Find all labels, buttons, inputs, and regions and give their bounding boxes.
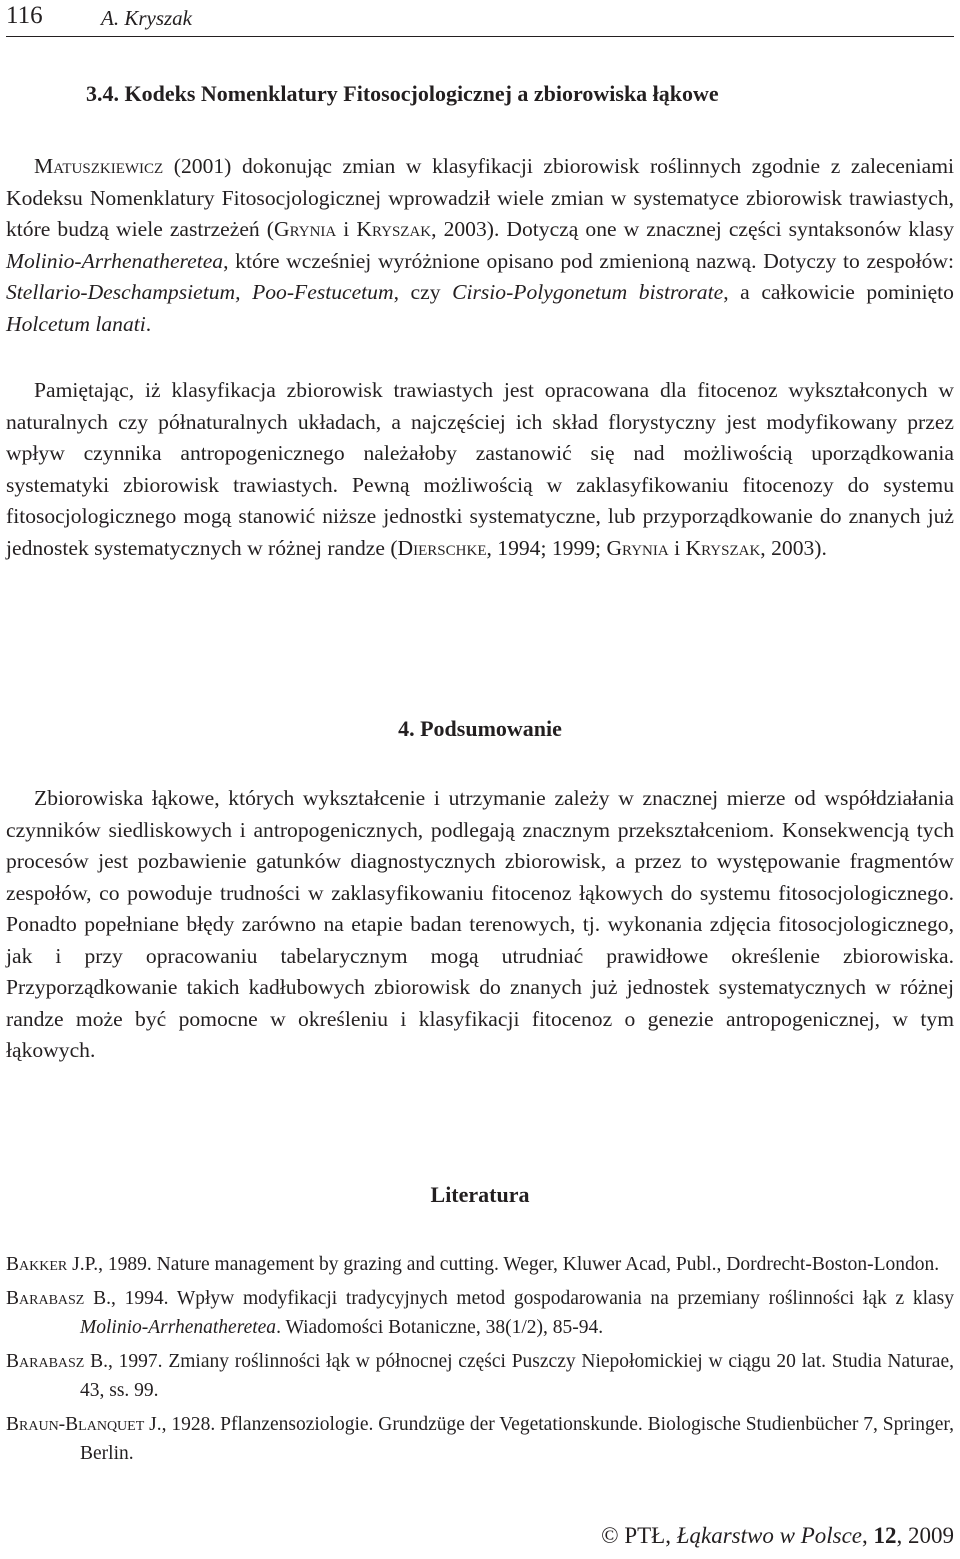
author-citation: Kryszak [356, 217, 432, 241]
reference-item [6, 1410, 954, 1469]
text-span: . [145, 311, 152, 336]
reference-text: J.P., 1989. Nature management by grazing and cutting. Weger, Kluwer Acad, Publ., Dordrecht-Boston-London. [67, 1254, 940, 1275]
summary-paragraph: Zbiorowiska łąkowe, których wykształcenie i utrzymanie zależy w znacznej mierze od współdziałania czynników siedliskowych i antropogenicznych, podlegają znacznym przekształceniom. Konsekwencją tych procesów jest pozbawienie gatunków diagnostycznych zbiorowisk, a przez to występowanie fragmentów zespołów, co powoduje trudności w zaklasyfikowaniu fitocenoz łąkowych do systemu fitosocjologicznego. Ponadto popełniane błędy zarówno na etapie badan terenowych, tj. wykonania zdjęcia fitosocjologicznego, jak i przy opracowaniu tabelarycznym mogą utrudniać prawidłowe określenie zbiorowiska. Przyporządkowanie takich kadłubowych zbiorowisk do znanych już jednostek systematycznych w różnej randze może być pomocne w określeniu i klasyfikacji fitocenoz o genezie antropogenicznej, w tym łąkowych. [6, 786, 954, 1062]
text-span: i [668, 535, 686, 560]
text-span: (2001) dokonując zmian w klasyfikacji zbiorowisk roślinnych zgodnie z zaleceniami Kodeksu Nomenklatury Fitosocjologicznej wprowadził wiele zmian w systematyce zbiorowisk trawiastych, które budzą wiele zastrzeżeń ( [6, 154, 954, 241]
copyright-text: © PTŁ, [601, 1523, 677, 1548]
text-span: , 1994; 1999; [486, 535, 607, 560]
journal-name: Łąkarstwo w Polsce [676, 1523, 862, 1548]
paragraph-nomenclature [6, 151, 954, 340]
reference-item [6, 1284, 954, 1343]
volume-number: 12 [873, 1523, 897, 1548]
footer-separator: , [862, 1523, 874, 1548]
taxon-name: Molinio-Arrhenatheretea [6, 248, 224, 273]
reference-text: B., 1997. Zmiany roślinności łąk w północnej części Puszczy Niepołomickiej w ciągu 20 lat. Studia Naturae, 43, ss. 99. [80, 1350, 954, 1401]
section-heading: 3.4. Kodeks Nomenklatury Fitosocjologicznej a zbiorowiska łąkowe [86, 81, 719, 106]
text-span: , które wcześniej wyróżnione opisano pod zmienioną nazwą. Dotyczy to zespołów: [223, 248, 954, 273]
paragraph-classification [6, 375, 954, 564]
taxon-name: Cirsio-Polygonetum bistrorate [452, 280, 724, 304]
summary-heading: 4. Podsumowanie [398, 716, 562, 741]
reference-text: B., 1994. Wpływ modyfikacji tradycyjnych metod gospodarowania na przemiany roślinności łąk z klasy [84, 1287, 954, 1309]
reference-author: Barabasz [6, 1350, 85, 1372]
author-citation: Grynia [273, 217, 337, 241]
text-span: , 2003). [760, 535, 827, 560]
reference-item [6, 1250, 954, 1280]
author-citation: Kryszak [685, 535, 761, 560]
reference-author: Bakker [6, 1254, 68, 1275]
text-span: , 2003). Dotyczą one w znacznej części syntaksonów klasy [431, 217, 955, 241]
publication-year: , 2009 [896, 1523, 954, 1548]
reference-author: Barabasz [6, 1287, 85, 1309]
running-author: A. Kryszak [101, 6, 192, 30]
reference-item [6, 1347, 954, 1406]
taxon-name: Molinio-Arrhenatheretea [80, 1317, 277, 1338]
author-citation: Matuszkiewicz [34, 154, 164, 178]
reference-author: Braun-Blanquet [6, 1413, 145, 1435]
page-number: 116 [6, 2, 43, 29]
text-span: i [336, 217, 357, 241]
author-citation: Grynia [606, 535, 669, 560]
taxon-name: Holcetum lanati [6, 311, 146, 336]
author-citation: Dierschke [397, 535, 487, 560]
text-span: Pamiętając, iż klasyfikacja zbiorowisk trawiastych jest opracowana dla fitocenoz wykształconych w naturalnych czy półnaturalnych układach, a najczęściej ich skład florystyczny jest modyfikowany przez wpływ czynnika antropogenicznego należałoby zastanowić się nad możliwością uporządkowania systematyki zbiorowisk trawiastych. Pewną możliwością w zaklasyfikowaniu fitocenozy do systemu fitosocjologicznego mogą stanowić niższe jednostki systematyczne, lub przyporządkowanie do znanych już jednostek systematycznych w różnej randze ( [6, 378, 954, 560]
reference-text: . Wiadomości Botaniczne, 38(1/2), 85-94. [276, 1317, 604, 1338]
page-footer [601, 1523, 954, 1549]
reference-text: J., 1928. Pflanzensoziologie. Grundzüge der Vegetationskunde. Biologische Studienbücher 7, Springer, Berlin. [80, 1413, 954, 1464]
text-span: , a całkowicie pominięto [723, 280, 954, 304]
literature-heading: Literatura [430, 1182, 530, 1207]
taxon-name: Stellario-Deschampsietum, Poo-Festucetum [6, 280, 394, 304]
running-header [6, 0, 954, 37]
reference-list [6, 1250, 954, 1473]
text-span: , czy [393, 280, 453, 304]
